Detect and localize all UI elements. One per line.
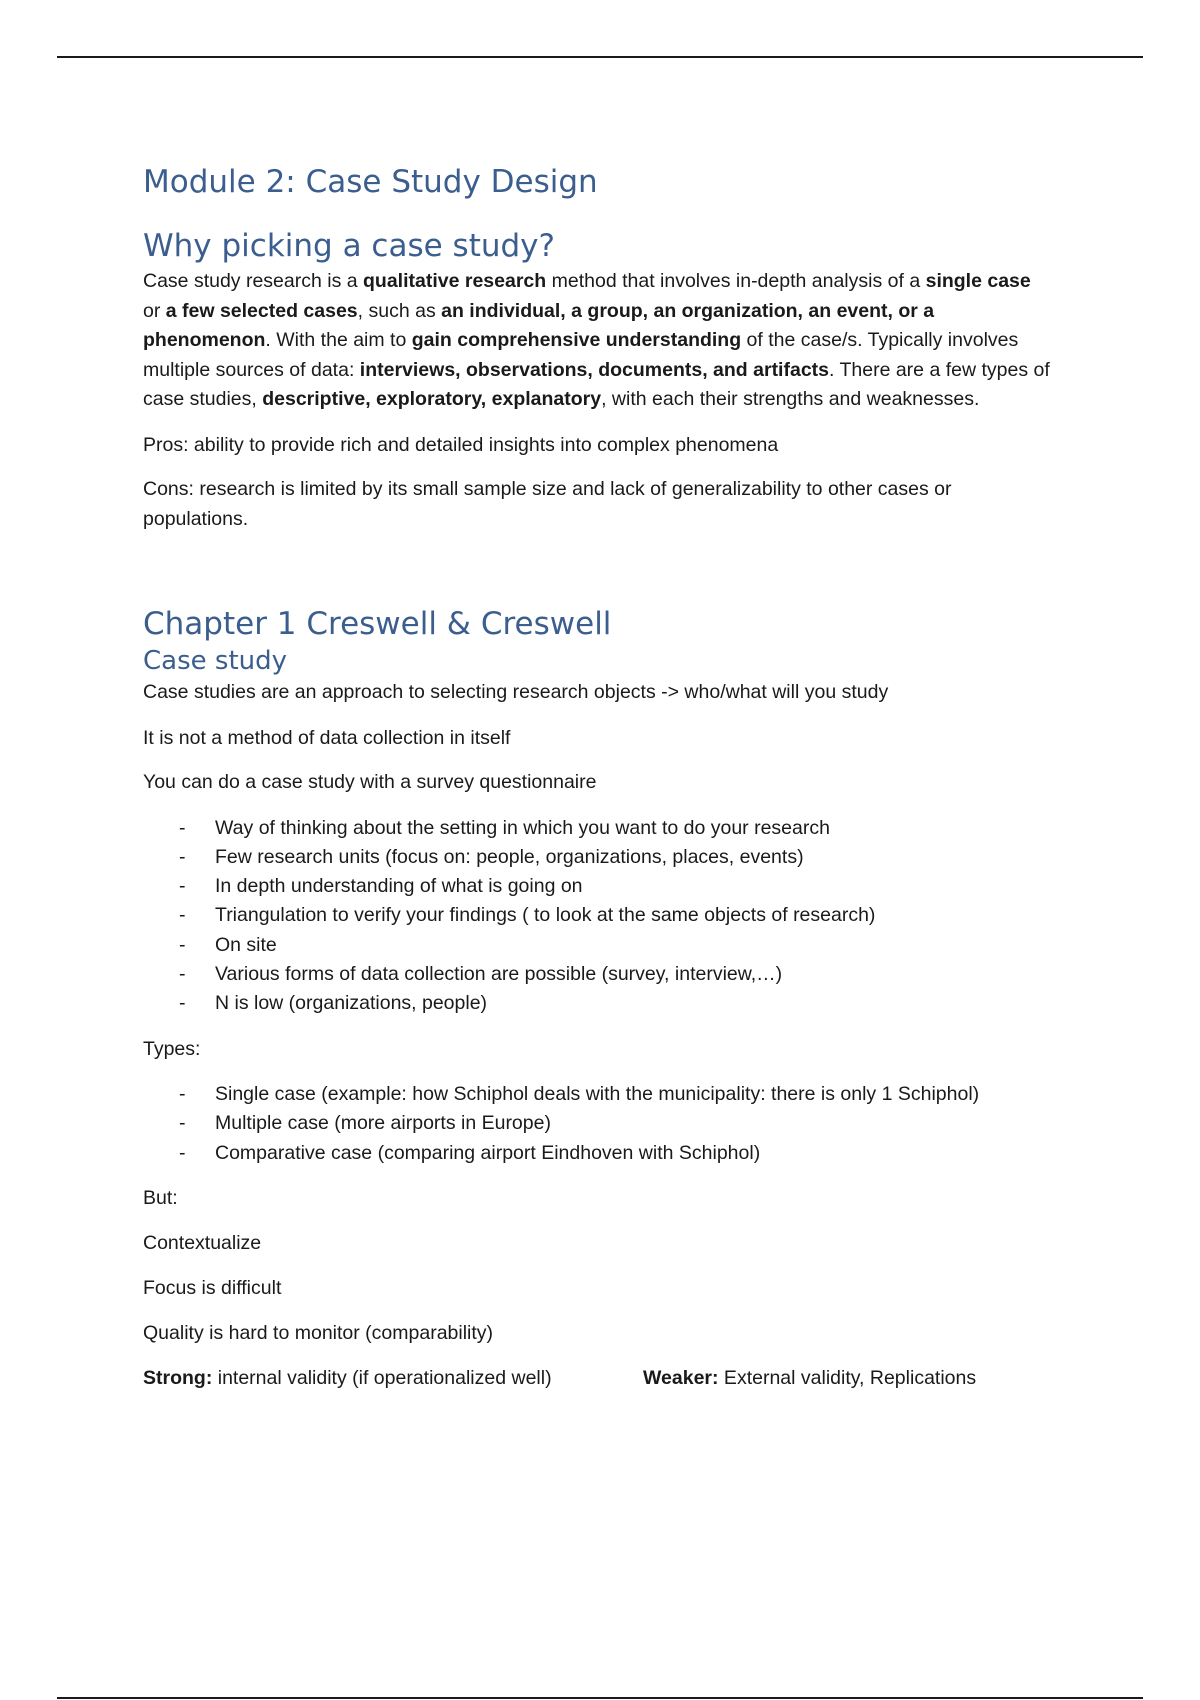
intro-bold-run: interviews, observations, documents, and artifacts: [359, 358, 829, 381]
intro-bold-run: an individual, a group, an organization, an event, or a phenomenon: [143, 299, 935, 351]
section-heading-why-case-study: Why picking a case study?: [143, 228, 555, 264]
module-title: Module 2: Case Study Design: [143, 164, 598, 200]
chapter-heading: Chapter 1 Creswell & Creswell: [143, 606, 612, 642]
intro-text-run: of the case/s. Typically involves multiple sources of data:: [143, 329, 1019, 381]
intro-bold-run: descriptive, exploratory, explanatory: [262, 388, 602, 410]
cons-paragraph: Cons: research is limited by its small sample size and lack of generalizability to other cases or populations.: [143, 478, 952, 530]
but-item-3: Quality is hard to monitor (comparability): [143, 1322, 494, 1345]
chapter-paragraph-1: Case studies are an approach to selecting research objects -> who/what will you study: [143, 681, 889, 703]
intro-text-run: , such as: [357, 299, 442, 322]
but-item-2: Focus is difficult: [143, 1276, 282, 1299]
list-item: - Single case (example: how Schiphol deals with the municipality: there is only 1 Schiphol): [179, 1080, 1063, 1109]
intro-paragraph: [143, 267, 1053, 415]
intro-text-run: or: [143, 299, 166, 322]
but-label: But:: [143, 1186, 178, 1209]
list-item: - Way of thinking about the setting in which you want to do your research: [179, 814, 1063, 843]
intro-text-run: . There are a few types of case studies,: [143, 358, 1050, 410]
but-item-1: Contextualize: [143, 1232, 262, 1255]
intro-text-run: method that involves in-depth analysis of a: [546, 270, 926, 292]
intro-text-run: , with each their strengths and weaknesses.: [601, 388, 980, 410]
intro-text-run: Case study research is a: [143, 270, 364, 292]
chapter-paragraph-2: It is not a method of data collection in itself: [143, 726, 511, 749]
pros-paragraph: Pros: ability to provide rich and detailed insights into complex phenomena: [143, 433, 779, 456]
list-item: - N is low (organizations, people): [179, 989, 1063, 1018]
intro-bold-run: gain comprehensive understanding: [411, 329, 742, 351]
characteristics-list: [143, 814, 1063, 1019]
document-body: [143, 162, 1063, 1394]
intro-text-run: . With the aim to: [265, 329, 412, 351]
intro-bold-run: single case: [925, 270, 1031, 292]
list-item: - Few research units (focus on: people, organizations, places, events): [179, 843, 1063, 872]
weaker-text: External validity, Replications: [718, 1366, 977, 1389]
types-list: [143, 1080, 1063, 1168]
footer-rule: [57, 1697, 1143, 1699]
strong-label: Strong:: [143, 1366, 213, 1389]
list-item: - On site: [179, 931, 1063, 960]
list-item: - Multiple case (more airports in Europe): [179, 1109, 1063, 1138]
list-item: - In depth understanding of what is going on: [179, 872, 1063, 901]
header-rule: [57, 56, 1143, 58]
intro-bold-run: a few selected cases: [165, 299, 358, 322]
case-study-subheading: Case study: [143, 646, 288, 676]
chapter-paragraph-3: You can do a case study with a survey questionnaire: [143, 771, 597, 793]
weaker-label: Weaker:: [643, 1366, 719, 1389]
strong-statement: [143, 1367, 552, 1389]
strong-text: internal validity (if operationalized well): [212, 1366, 552, 1389]
list-item: - Triangulation to verify your findings ( to look at the same objects of research): [179, 901, 1063, 930]
weaker-statement: [643, 1364, 976, 1394]
list-item: - Comparative case (comparing airport Eindhoven with Schiphol): [179, 1139, 1063, 1168]
intro-bold-run: qualitative research: [363, 270, 547, 292]
list-item: - Various forms of data collection are possible (survey, interview,…): [179, 960, 1063, 989]
strength-weakness-row: [143, 1364, 1063, 1394]
types-label: Types:: [143, 1037, 201, 1060]
